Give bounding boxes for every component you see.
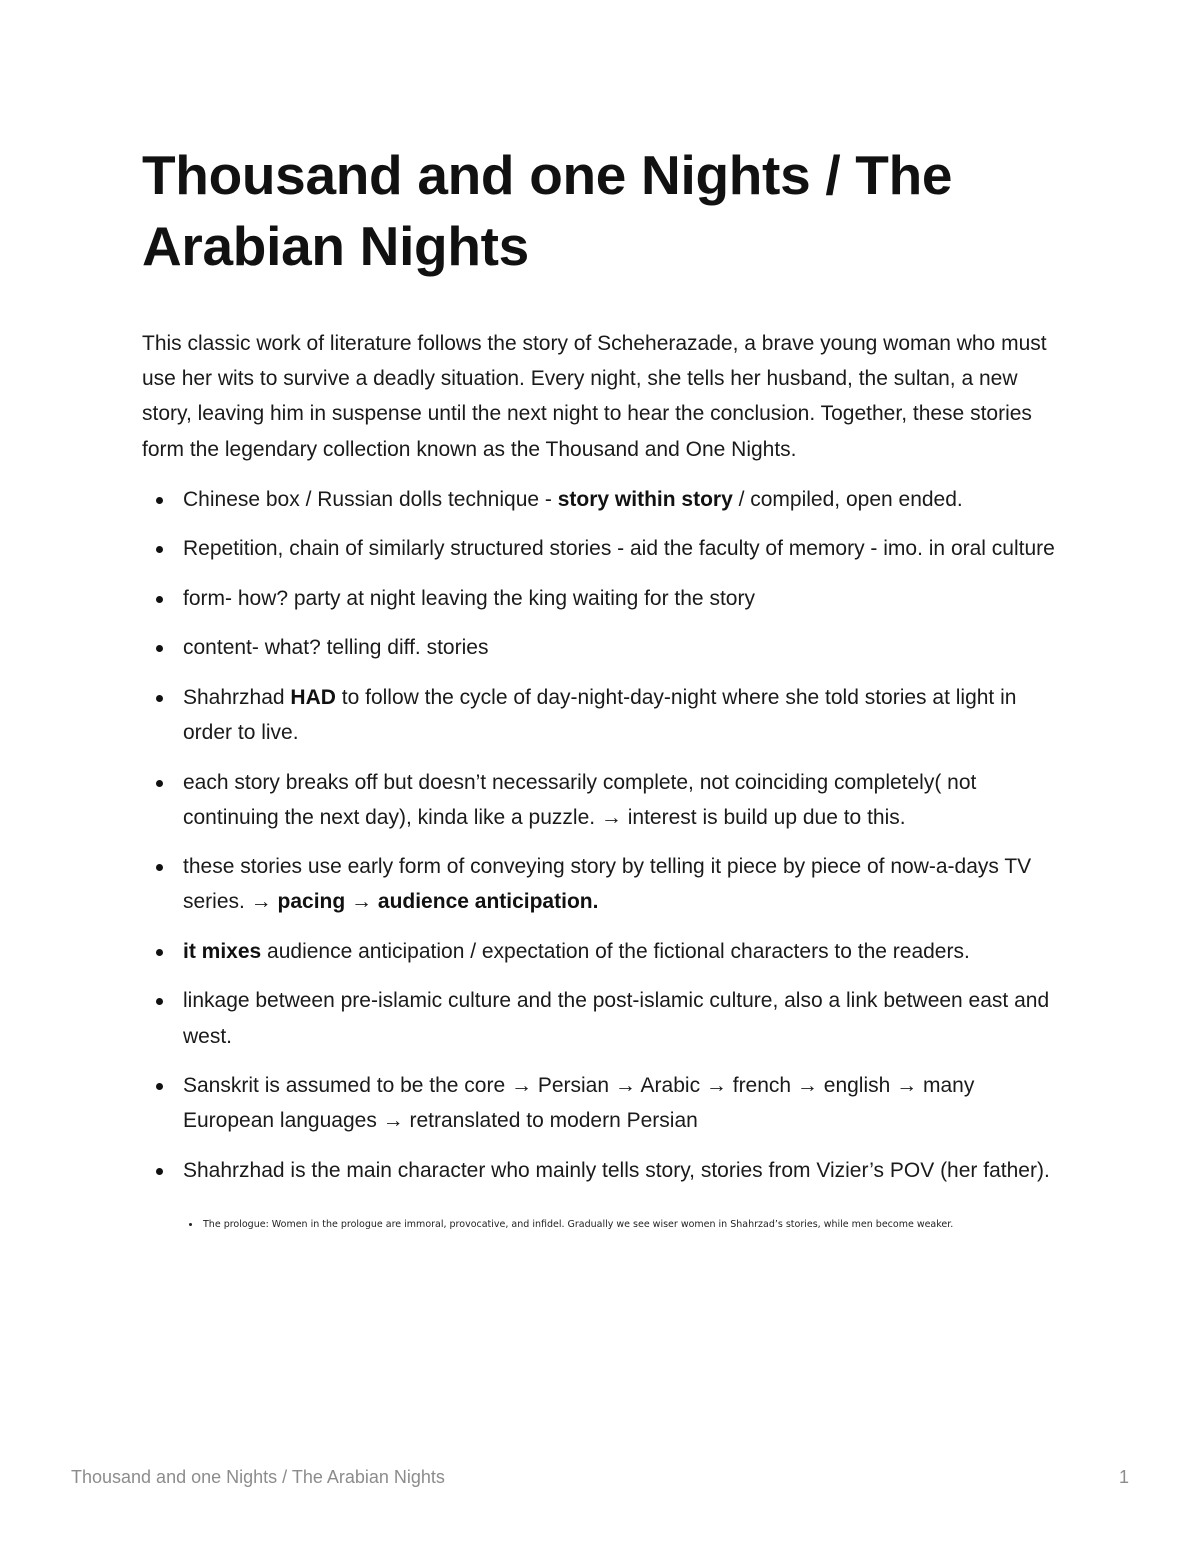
bullet-text: these stories use early form of conveying story by telling it piece by piece of now-a-days TV series. → <box>183 855 1032 914</box>
footer-document-title: Thousand and one Nights / The Arabian Nights <box>71 1467 445 1487</box>
footnote-bullet-list <box>142 1218 1067 1232</box>
bold-text: HAD <box>290 685 336 709</box>
bold-text: it mixes <box>183 939 262 963</box>
bullet-item <box>142 849 1067 919</box>
bullet-item <box>142 1068 1067 1138</box>
bold-text: pacing <box>277 890 346 914</box>
bullet-text: / compiled, open ended. <box>732 487 963 511</box>
bullet-item <box>142 1153 1067 1188</box>
page-content <box>142 140 1067 1232</box>
bullet-text: audience anticipation / expectation of the fictional characters to the readers. <box>261 939 970 963</box>
footer-page-number: 1 <box>1118 1467 1129 1487</box>
bullet-item <box>142 581 1067 616</box>
document-title: Thousand and one Nights / The Arabian Nights <box>142 144 953 277</box>
bullet-text: linkage between pre-islamic culture and the post-islamic culture, also a link between east and west. <box>183 989 1050 1048</box>
bullet-item <box>142 482 1067 517</box>
intro-paragraph: This classic work of literature follows the story of Scheherazade, a brave young woman who must use her wits to survive a deadly situation. Every night, she tells her husband, the sultan, a new story, leaving him in suspense until the next night to hear the conclusion. Together, these stories form the legendary collection known as the Thousand and One Nights. <box>142 332 1047 461</box>
bullet-item <box>142 983 1067 1053</box>
bullet-text: content- what? telling diff. stories <box>183 636 489 660</box>
bullet-text: Chinese box / Russian dolls technique - <box>183 487 558 511</box>
bullet-item <box>142 630 1067 665</box>
bullet-list <box>142 482 1067 1188</box>
bold-text: audience anticipation. <box>377 890 599 914</box>
bullet-text: Sanskrit is assumed to be the core → Persian → Arabic → french → english → many European languages → retranslated to modern Persian <box>183 1074 975 1133</box>
bullet-item <box>142 934 1067 969</box>
bullet-item <box>142 531 1067 566</box>
bullet-item <box>142 680 1067 750</box>
bold-text: story within story <box>557 487 733 511</box>
bullet-item <box>142 765 1067 835</box>
bullet-text: each story breaks off but doesn’t necessarily complete, not coinciding completely( not continuing the next day), kinda like a puzzle. → interest is build up due to this. <box>183 770 977 829</box>
bullet-text: form- how? party at night leaving the king waiting for the story <box>183 586 755 610</box>
bullet-text: Shahrzhad <box>183 685 291 709</box>
bullet-text: → <box>345 890 378 914</box>
bullet-text: Repetition, chain of similarly structured stories - aid the faculty of memory - imo. in oral culture <box>183 537 1055 561</box>
footnote-bullet-item: The prologue: Women in the prologue are immoral, provocative, and infidel. Gradually we see wiser women in Shahrzad’s stories, while men become weaker. <box>142 1218 1067 1232</box>
bullet-text: Shahrzhad is the main character who mainly tells story, stories from Vizier’s POV (her father). <box>183 1158 1050 1182</box>
bullet-text: to follow the cycle of day-night-day-night where she told stories at light in order to live. <box>183 685 1017 745</box>
